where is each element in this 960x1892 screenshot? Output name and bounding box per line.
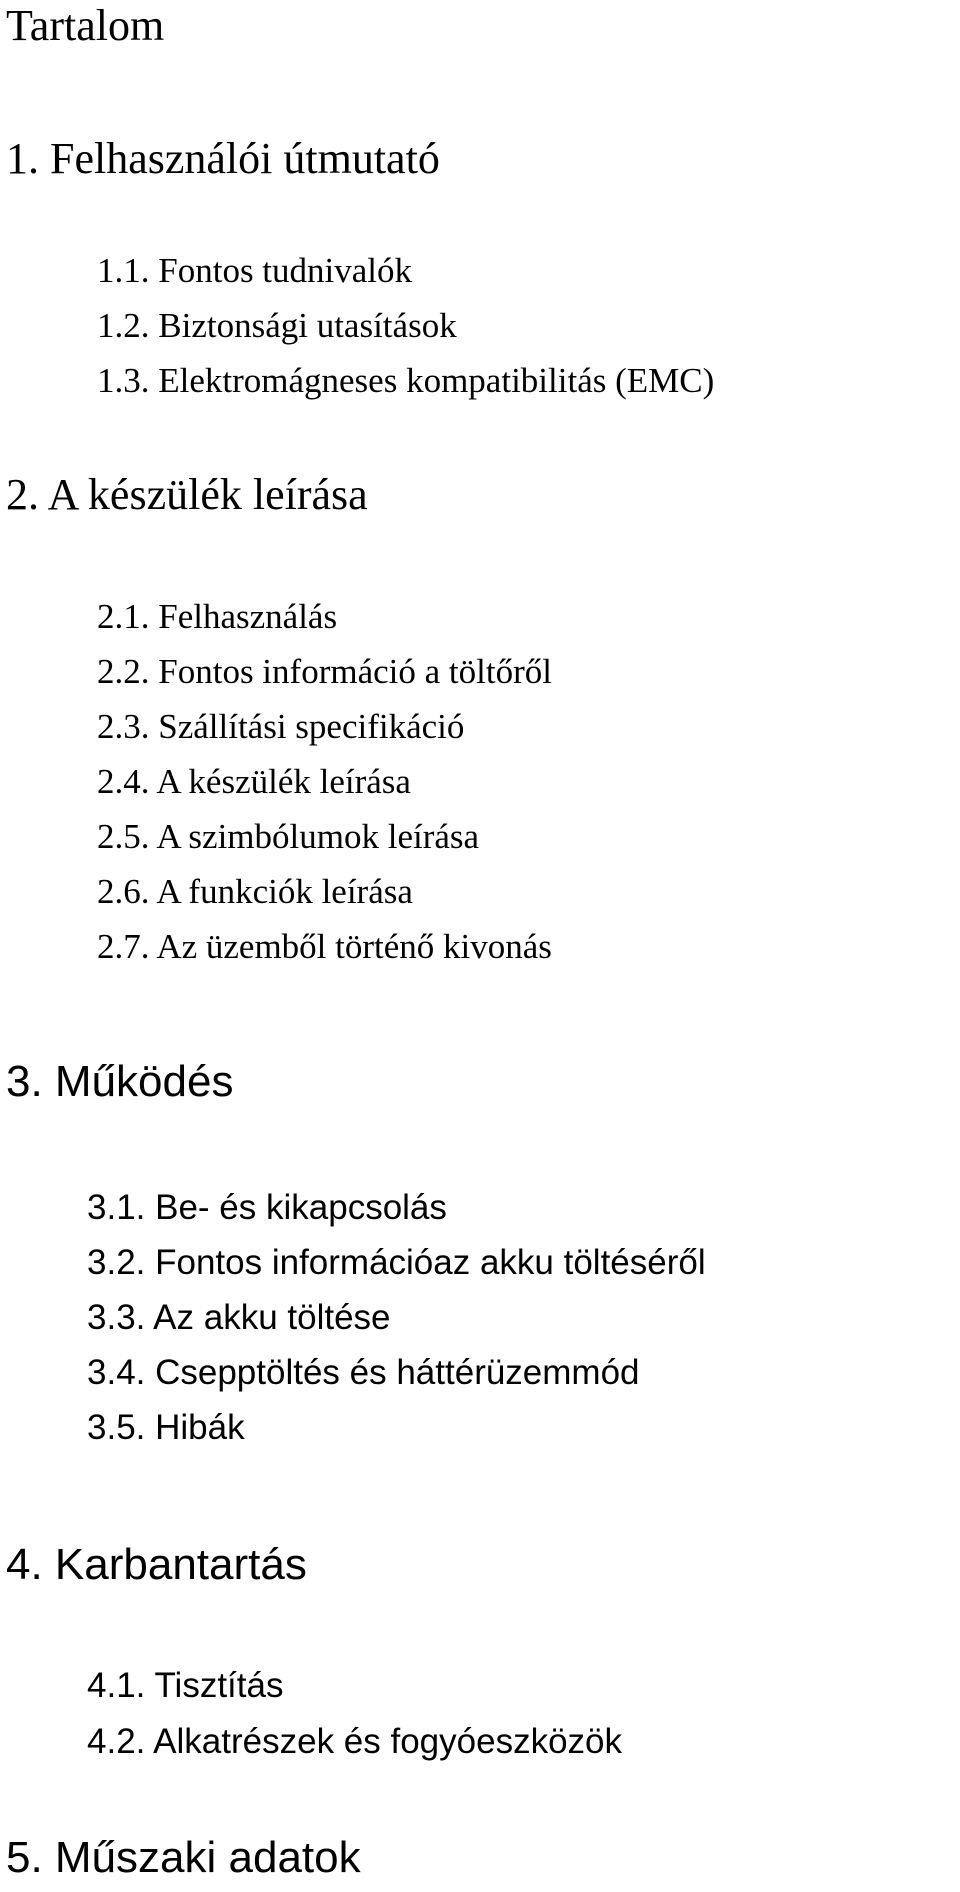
toc-item-2-1: 2.1. Felhasználás bbox=[97, 597, 338, 636]
toc-item-3-1: 3.1. Be- és kikapcsolás bbox=[87, 1188, 447, 1227]
toc-item-3-2: 3.2. Fontos információaz akku töltéséről bbox=[87, 1243, 706, 1282]
toc-item-2-3: 2.3. Szállítási specifikáció bbox=[97, 707, 465, 746]
toc-item-4-2: 4.2. Alkatrészek és fogyóeszközök bbox=[87, 1722, 622, 1761]
toc-item-2-6: 2.6. A funkciók leírása bbox=[97, 872, 413, 911]
section-4-heading: 4. Karbantartás bbox=[6, 1540, 307, 1589]
toc-title: Tartalom bbox=[6, 1, 165, 50]
toc-item-3-4: 3.4. Csepptöltés és háttérüzemmód bbox=[87, 1353, 640, 1392]
toc-item-1-1: 1.1. Fontos tudnivalók bbox=[97, 251, 413, 290]
section-5-heading: 5. Műszaki adatok bbox=[6, 1833, 361, 1882]
toc-item-2-4: 2.4. A készülék leírása bbox=[97, 762, 411, 801]
toc-item-3-5: 3.5. Hibák bbox=[87, 1408, 245, 1447]
toc-item-1-3: 1.3. Elektromágneses kompatibilitás (EMC) bbox=[97, 361, 715, 400]
toc-item-1-2: 1.2. Biztonsági utasítások bbox=[97, 306, 457, 345]
toc-item-2-7: 2.7. Az üzemből történő kivonás bbox=[97, 927, 552, 966]
toc-item-4-1: 4.1. Tisztítás bbox=[87, 1666, 284, 1705]
section-3-heading: 3. Működés bbox=[6, 1057, 234, 1106]
toc-item-2-5: 2.5. A szimbólumok leírása bbox=[97, 817, 480, 856]
section-2-heading: 2. A készülék leírása bbox=[6, 470, 368, 519]
toc-item-3-3: 3.3. Az akku töltése bbox=[87, 1298, 391, 1337]
section-1-heading: 1. Felhasználói útmutató bbox=[6, 134, 440, 183]
toc-item-2-2: 2.2. Fontos információ a töltőről bbox=[97, 652, 552, 691]
